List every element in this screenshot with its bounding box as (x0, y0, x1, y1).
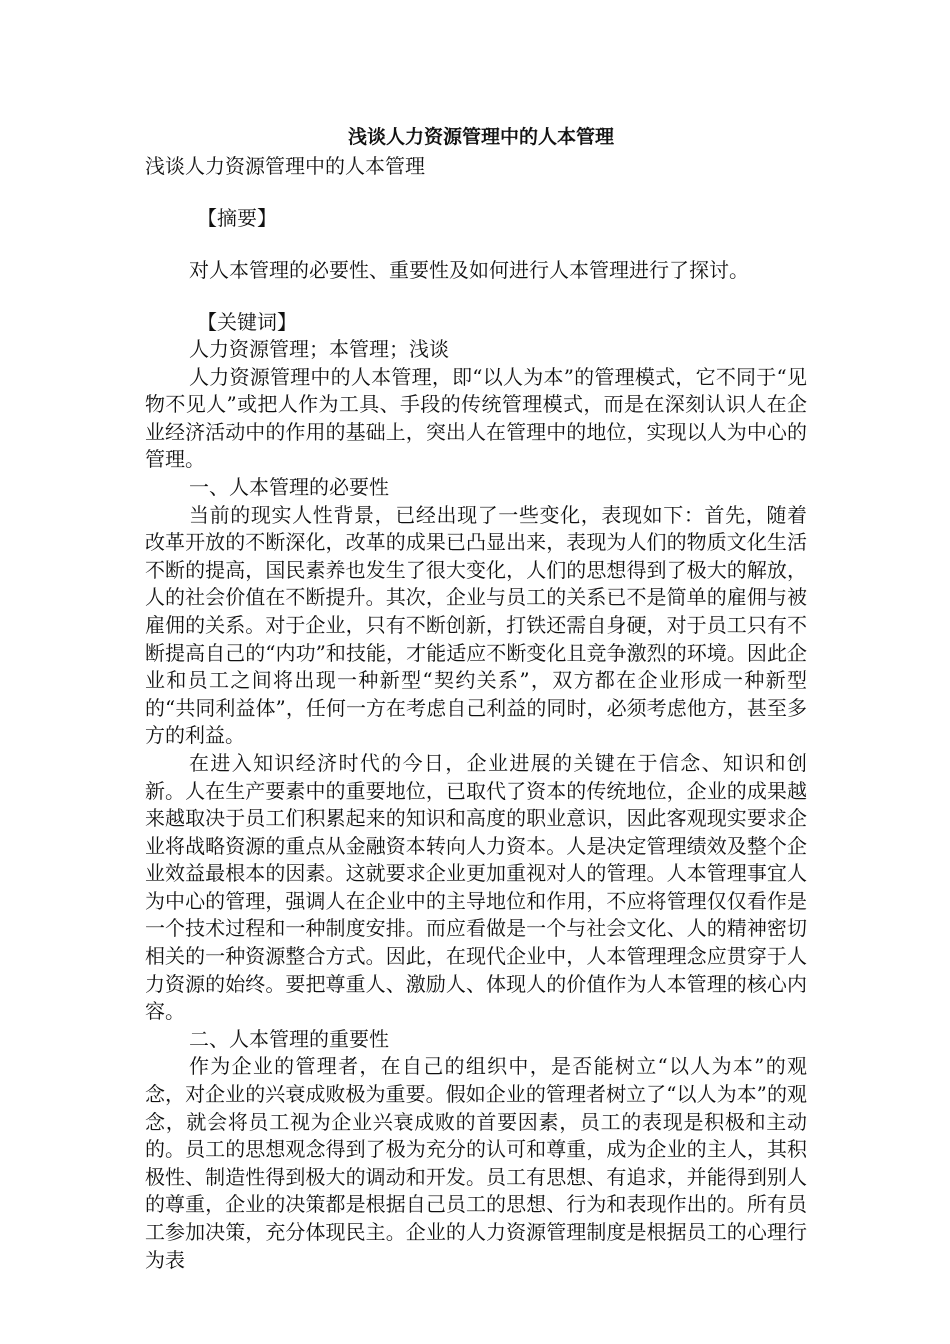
section1-paragraph-1: 当前的现实人性背景，已经出现了一些变化，表现如下：首先，随着改革开放的不断深化，改革的成果已凸显出来，表现为人们的物质文化生活不断的提高，国民素养也发生了很大变化，人们的思想得到了极大的解放，人的社会价值在不断提升。其次，企业与员工的关系已不是简单的雇佣与被雇佣的关系。对于企业，只有不断创新，打铁还需自身硬，对于员工只有不断提高自己的“内功”和技能，才能适应不断变化且竞争激烈的环境。因此企业和员工之间将出现一种新型“契约关系”，双方都在企业形成一种新型的“共同利益体”，任何一方在考虑自己利益的同时，必须考虑他方，甚至多方的利益。 (145, 502, 807, 748)
keywords-label: 【关键词】 (197, 310, 297, 334)
section1-paragraph-2: 在进入知识经济时代的今日，企业进展的关键在于信念、知识和创新。人在生产要素中的重要地位，已取代了资本的传统地位，企业的成果越来越取决于员工们积累起来的知识和高度的职业意识，因此客观现实要求企业将战略资源的重点从金融资本转向人力资本。人是决定管理绩效及整个企业效益最根本的因素。这就要求企业更加重视对人的管理。人本管理事宜人为中心的管理，强调人在企业中的主导地位和作用，不应将管理仅仅看作是一个技术过程和一种制度安排。而应看做是一个与社会文化、人的精神密切相关的一种资源整合方式。因此，在现代企业中，人本管理理念应贯穿于人力资源的始终。要把尊重人、激励人、体现人的价值作为人本管理的核心内容。 (145, 750, 807, 1024)
keywords-text: 人力资源管理；本管理；浅谈 (189, 337, 449, 361)
document-page (145, 122, 807, 1274)
document-subtitle: 浅谈人力资源管理中的人本管理 (145, 154, 425, 178)
section2-paragraph-1: 作为企业的管理者，在自己的组织中，是否能树立“以人为本”的观念，对企业的兴衰成败极为重要。假如企业的管理者树立了“以人为本”的观念，就会将员工视为企业兴衰成败的首要因素，员工的表现是积极和主动的。员工的思想观念得到了极为充分的认可和尊重，成为企业的主人，其积极性、制造性得到极大的调动和开发。员工有思想、有追求，并能得到别人的尊重，企业的决策都是根据自己员工的思想、行为和表现作出的。所有员工参加决策，充分体现民主。企业的人力资源管理制度是根据员工的心理行为表 (145, 1054, 807, 1272)
section2-heading: 二、人本管理的重要性 (189, 1026, 389, 1051)
abstract-text: 对人本管理的必要性、重要性及如何进行人本管理进行了探讨。 (189, 258, 749, 282)
abstract-label: 【摘要】 (197, 206, 277, 230)
document-title: 浅谈人力资源管理中的人本管理 (347, 126, 614, 148)
section1-heading: 一、人本管理的必要性 (189, 474, 389, 499)
intro-paragraph: 人力资源管理中的人本管理，即“以人为本”的管理模式，它不同于“见物不见人”或把人作为工具、手段的传统管理模式，而是在深刻认识人在企业经济活动中的作用的基础上，突出人在管理中的地位，实现以人为中心的管理。 (145, 364, 807, 472)
